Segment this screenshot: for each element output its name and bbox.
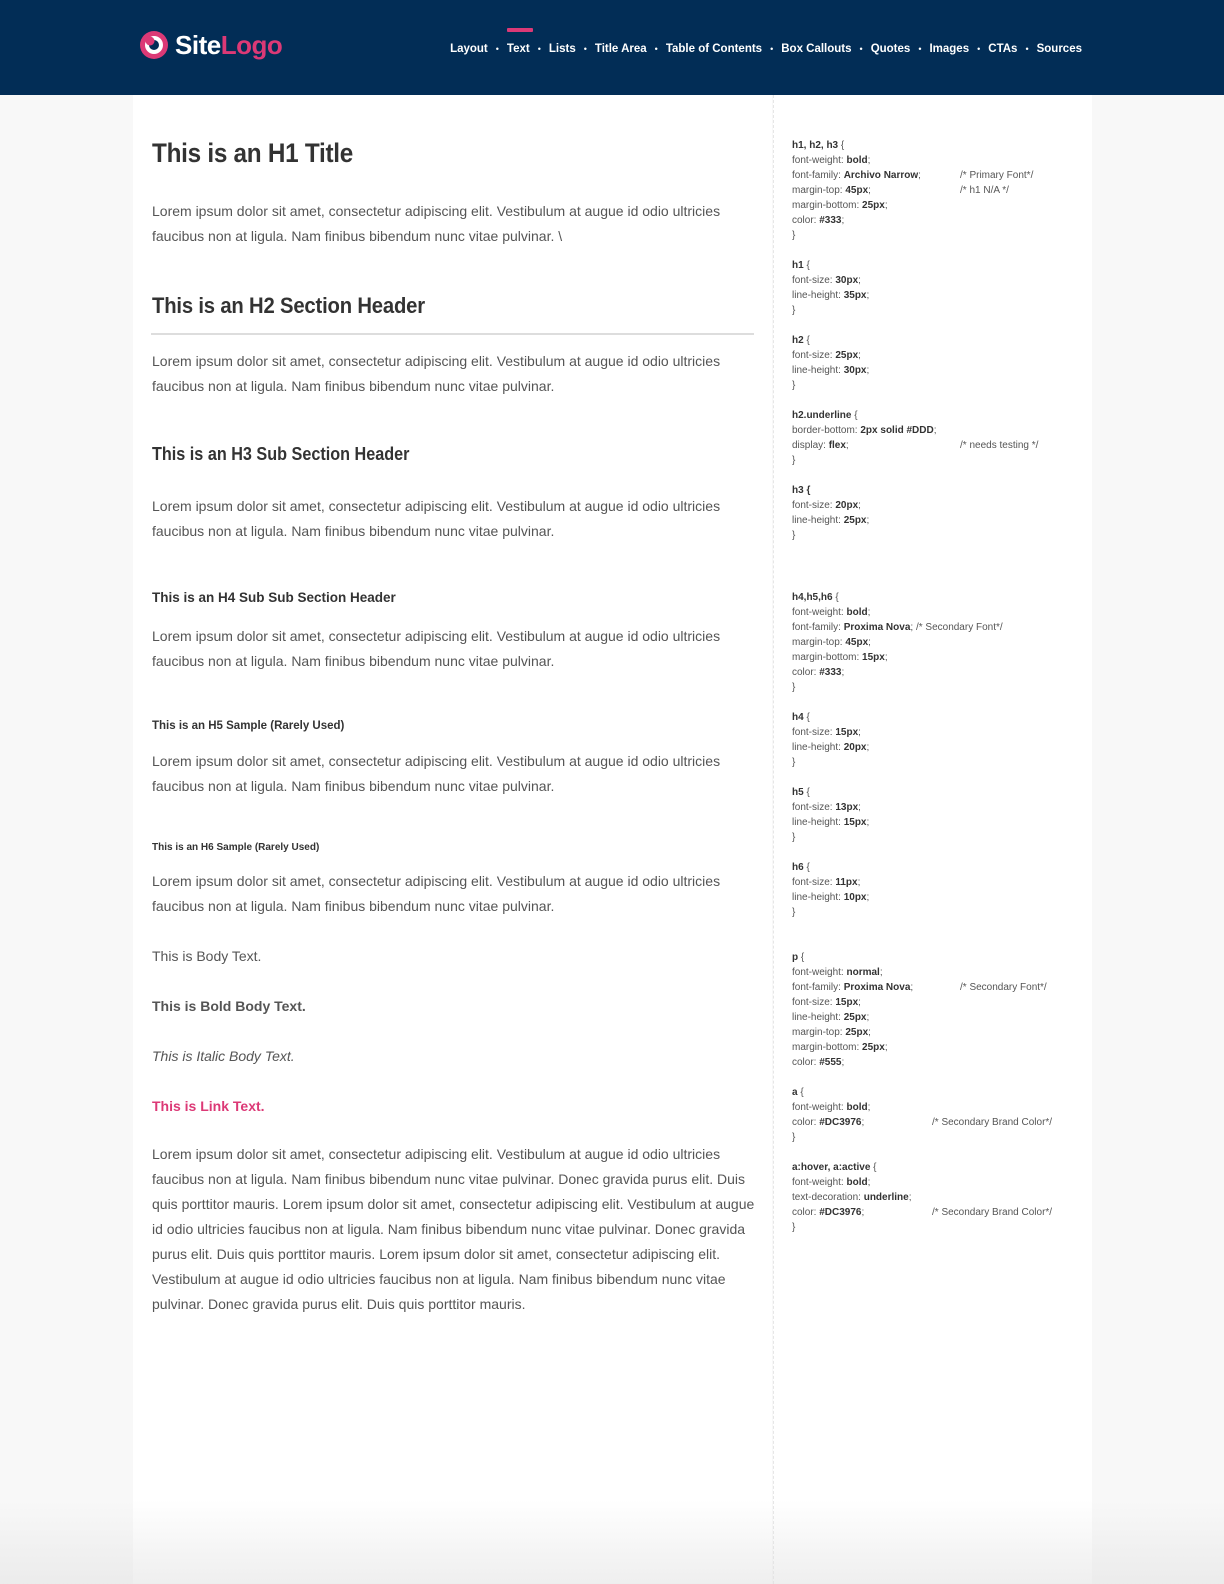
- nav-separator: •: [537, 43, 541, 54]
- css-comment: /* Secondary Brand Color*/: [932, 1117, 1053, 1128]
- paragraph-sample: Lorem ipsum dolor sit amet, consectetur adipiscing elit. Vestibulum at augue id odio ultricies faucibus non at ligula. Nam finibus bibendum nunc vitae pulvinar.: [152, 353, 721, 394]
- css-note-h3: h3 { font-size: 20px; line-height: 25px; }: [792, 485, 870, 541]
- body-text-sample: This is Body Text.: [152, 948, 262, 964]
- nav-item-table-of-contents[interactable]: Table of Contents: [665, 43, 763, 55]
- css-note-h1: h1 { font-size: 30px; line-height: 35px; }: [792, 260, 870, 316]
- nav-item-text[interactable]: Text: [506, 43, 530, 55]
- nav-separator: •: [495, 43, 499, 54]
- paragraph-sample: Lorem ipsum dolor sit amet, consectetur adipiscing elit. Vestibulum at augue id odio ultricies faucibus non at ligula. Nam finibus bibendum nunc vitae pulvinar.: [152, 873, 721, 914]
- nav-separator: •: [770, 43, 774, 54]
- paragraph-sample: Lorem ipsum dolor sit amet, consectetur adipiscing elit. Vestibulum at augue id odio ultricies faucibus non at ligula. Nam finibus bibendum nunc vitae pulvinar.: [152, 628, 721, 669]
- logo-text-logo: Logo: [220, 30, 283, 60]
- nav-item-layout[interactable]: Layout: [450, 43, 488, 55]
- logo-mark-icon: [139, 30, 169, 60]
- css-note-h6: h6 { font-size: 11px; line-height: 10px; }: [792, 862, 870, 918]
- long-paragraph-sample: Lorem ipsum dolor sit amet, consectetur adipiscing elit. Vestibulum at augue id odio ultricies faucibus non at ligula. Nam finibus bibendum nunc vitae pulvinar. Donec gravida purus elit. Duis quis porttitor mauris. Lorem ipsum dolor sit amet, consectetur adipiscing elit. Vestibulum at augue id odio ultricies faucibus non at ligula. Nam finibus bibendum nunc vitae pulvinar. Donec gravida purus elit. Duis quis porttitor mauris. Lorem ipsum dolor sit amet, consectetur adipiscing elit. Vestibulum at augue id odio ultricies faucibus non at ligula. Nam finibus bibendum nunc vitae pulvinar. Donec gravida purus elit. Duis quis porttitor mauris.: [152, 1146, 755, 1312]
- css-selector: h4: [792, 712, 804, 723]
- nav-item-images[interactable]: Images: [929, 43, 970, 55]
- css-note-p: p { font-weight: normal; font-family: Proxima Nova; /* Secondary Font*/ font-size: 15px; line-height: 25px; margin-top: 25px; margin-bottom: 25px; color: #555;: [792, 952, 1047, 1068]
- h6-sample: This is an H6 Sample (Rarely Used): [152, 842, 320, 853]
- css-note-a: a { font-weight: bold; color: #DC3976; /* Secondary Brand Color*/ }: [792, 1087, 1053, 1143]
- nav-separator: •: [859, 43, 863, 54]
- css-comment: /* Primary Font*/: [960, 170, 1034, 181]
- css-selector: h4,h5,h6: [792, 592, 833, 603]
- nav-separator: •: [918, 43, 922, 54]
- h2-underline-rule: [151, 333, 754, 335]
- paragraph-sample: Lorem ipsum dolor sit amet, consectetur adipiscing elit. Vestibulum at augue id odio ultricies faucibus non at ligula. Nam finibus bibendum nunc vitae pulvinar.: [152, 498, 721, 539]
- css-selector: h5: [792, 787, 804, 798]
- main-nav: [450, 43, 1082, 55]
- css-comment: /* Secondary Brand Color*/: [932, 1207, 1053, 1218]
- nav-item-sources[interactable]: Sources: [1036, 43, 1082, 55]
- css-comment: /* h1 N/A */: [960, 185, 1009, 196]
- site-logo[interactable]: [139, 29, 282, 61]
- h2-sample: This is an H2 Section Header: [152, 293, 425, 318]
- h1-sample: This is an H1 Title: [152, 138, 354, 168]
- nav-separator: •: [583, 43, 587, 54]
- bold-text-sample: This is Bold Body Text.: [152, 998, 306, 1014]
- css-selector: h2.underline: [792, 410, 852, 421]
- nav-item-box-callouts[interactable]: Box Callouts: [781, 43, 852, 55]
- css-note-h4-h5-h6: h4,h5,h6 { font-weight: bold; font-family: Proxima Nova; /* Secondary Font*/ margin-top: 45px; margin-bottom: 15px; color: #333; }: [792, 592, 1003, 693]
- css-note-headings: h1, h2, h3 { font-weight: bold; font-family: Archivo Narrow; /* Primary Font*/ margin-top: 45px; /* h1 N/A */ margin-bottom: 25px; color: #333; }: [792, 140, 1034, 241]
- h3-sample: This is an H3 Sub Section Header: [152, 444, 410, 464]
- nav-separator: •: [654, 43, 658, 54]
- css-selector: h6: [792, 862, 804, 873]
- nav-item-ctas[interactable]: CTAs: [988, 43, 1018, 55]
- h5-sample: This is an H5 Sample (Rarely Used): [152, 720, 345, 732]
- css-selector: h1, h2, h3: [792, 140, 839, 151]
- paragraph-sample: Lorem ipsum dolor sit amet, consectetur adipiscing elit. Vestibulum at augue id odio ultricies faucibus non at ligula. Nam finibus bibendum nunc vitae pulvinar. \: [152, 203, 721, 244]
- css-note-h2-underline: h2.underline { border-bottom: 2px solid #DDD; display: flex; /* needs testing */ }: [792, 410, 1039, 466]
- css-selector: a:hover, a:active: [792, 1162, 871, 1173]
- nav-item-quotes[interactable]: Quotes: [870, 43, 911, 55]
- css-note-h2: h2 { font-size: 25px; line-height: 30px; }: [792, 335, 870, 391]
- css-note-a-hover: a:hover, a:active { font-weight: bold; text-decoration: underline; color: #DC3976; /* Secondary Brand Color*/ }: [792, 1162, 1053, 1233]
- paragraph-sample: Lorem ipsum dolor sit amet, consectetur adipiscing elit. Vestibulum at augue id odio ultricies faucibus non at ligula. Nam finibus bibendum nunc vitae pulvinar.: [152, 753, 721, 794]
- nav-item-title-area[interactable]: Title Area: [594, 43, 647, 55]
- css-selector: h1: [792, 260, 804, 271]
- css-selector: h3: [792, 485, 804, 496]
- css-note-h4: h4 { font-size: 15px; line-height: 20px; }: [792, 712, 870, 768]
- logo-text-site: Site: [175, 30, 221, 60]
- h4-sample: This is an H4 Sub Sub Section Header: [152, 590, 396, 605]
- link-text-sample[interactable]: This is Link Text.: [152, 1098, 265, 1114]
- italic-text-sample: This is Italic Body Text.: [152, 1048, 295, 1064]
- css-selector: h2: [792, 335, 804, 346]
- css-note-h5: h5 { font-size: 13px; line-height: 15px; }: [792, 787, 870, 843]
- css-selector: a: [792, 1087, 798, 1098]
- css-comment: /* Secondary Font*/: [960, 982, 1047, 993]
- nav-separator: •: [1025, 43, 1029, 54]
- nav-item-lists[interactable]: Lists: [548, 43, 576, 55]
- nav-separator: •: [977, 43, 981, 54]
- css-comment: /* needs testing */: [960, 440, 1039, 451]
- logo-text: [175, 32, 282, 58]
- site-header: [0, 0, 1224, 95]
- css-selector: p: [792, 952, 799, 963]
